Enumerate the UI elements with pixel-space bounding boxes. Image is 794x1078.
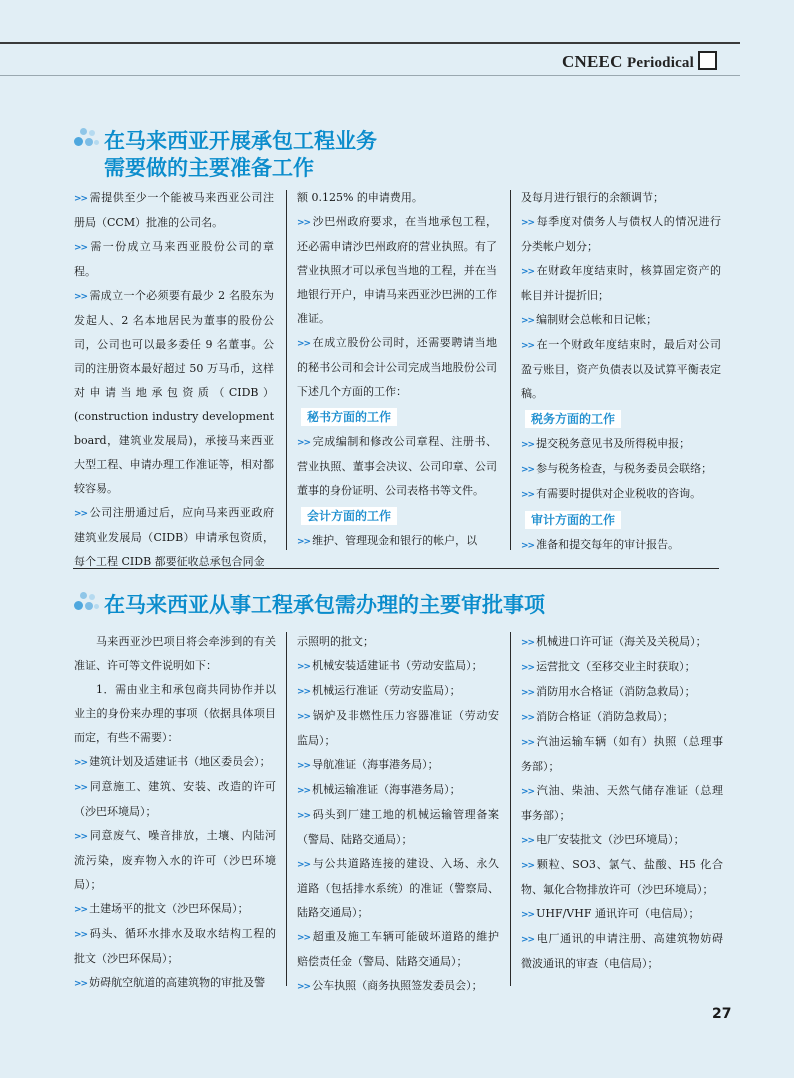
list-item — [297, 210, 497, 331]
double-arrow-icon: >> — [521, 267, 535, 277]
double-arrow-icon: >> — [521, 541, 535, 551]
item-text: 需一份成立马来西亚股份公司的章程。 — [74, 240, 274, 278]
item-text: 示照明的批文； — [297, 635, 374, 648]
item-text: 机械运输准证（海事港务局）； — [312, 783, 461, 796]
section2-title: 在马来西亚从事工程承包需办理的主要审批事项 — [104, 593, 545, 617]
item-text: 在成立股份公司时，还需要聘请当地的秘书公司和会计公司完成当地股份公司下述几个方面的工作： — [297, 336, 497, 398]
double-arrow-icon: >> — [74, 930, 88, 940]
double-arrow-icon: >> — [297, 662, 311, 672]
list-item — [297, 430, 497, 503]
item-text: 妨碍航空航道的高建筑物的审批及警 — [89, 976, 266, 989]
list-item — [297, 630, 499, 654]
double-arrow-icon: >> — [521, 935, 535, 945]
list-item — [297, 654, 499, 679]
periodical-brand — [562, 52, 694, 72]
item-text: 同意废气、噪音排放，土壤、内陆河流污染，废弃物入水的许可（沙巴环境局）； — [74, 829, 276, 891]
item-text: 导航准证（海事港务局）； — [312, 758, 439, 771]
subsection-heading: 会计方面的工作 — [301, 507, 397, 525]
item-text: 锅炉及非燃性压力容器准证（劳动安监局）； — [297, 709, 499, 747]
list-item — [297, 704, 499, 753]
item-text: 提交税务意见书及所得税申报； — [536, 437, 691, 450]
list-item — [74, 750, 276, 775]
double-arrow-icon: >> — [521, 440, 535, 450]
list-item — [74, 897, 276, 922]
double-arrow-icon: >> — [297, 537, 311, 547]
item-text: 机械安装适建证书（劳动安监局）； — [312, 659, 483, 672]
brand-periodical: Periodical — [627, 55, 694, 71]
item-text: 机械运行准证（劳动安监局）； — [312, 684, 461, 697]
item-text: 土建场平的批文（沙巴环保局）； — [89, 902, 249, 915]
double-arrow-icon: >> — [74, 509, 88, 519]
column-divider — [510, 190, 511, 550]
double-arrow-icon: >> — [74, 905, 88, 915]
column-divider — [510, 632, 511, 986]
item-text: 在财政年度结束时，核算固定资产的帐目并计提折旧； — [521, 264, 721, 302]
list-item — [74, 971, 276, 996]
item-text: 额 0.125% 的申请费用。 — [297, 191, 423, 204]
list-item — [297, 331, 497, 404]
brand-name: CNEEC — [562, 52, 623, 71]
list-item — [521, 730, 723, 779]
item-text: 每季度对债务人与债权人的情况进行分类帐户划分； — [521, 215, 721, 253]
list-item — [521, 210, 721, 259]
list-item — [521, 259, 721, 308]
list-item — [297, 974, 499, 999]
double-arrow-icon: >> — [521, 688, 535, 698]
double-arrow-icon: >> — [521, 465, 535, 475]
page-number: 27 — [712, 1006, 732, 1022]
double-arrow-icon: >> — [521, 316, 535, 326]
double-arrow-icon: >> — [521, 787, 535, 797]
list-item — [521, 432, 721, 457]
list-item — [521, 308, 721, 333]
item-text: 编制财会总帐和日记帐； — [536, 313, 658, 326]
item-text: UHF/VHF 通讯许可（电信局）； — [536, 907, 700, 920]
section2-column-2 — [297, 630, 499, 999]
item-text: 运营批文（至移交业主时获取）； — [536, 660, 696, 673]
double-arrow-icon: >> — [521, 218, 535, 228]
list-item — [521, 655, 723, 680]
double-arrow-icon: >> — [297, 811, 311, 821]
subsection-heading: 审计方面的工作 — [525, 511, 621, 529]
double-arrow-icon: >> — [297, 933, 311, 943]
list-item — [74, 235, 274, 284]
section1-column-3 — [521, 186, 721, 558]
list-item — [521, 630, 723, 655]
list-item — [74, 824, 276, 897]
section1-column-2 — [297, 186, 497, 554]
item-text: 汽油、柴油、天然气储存准证（总理事务部）； — [521, 784, 723, 822]
list-item — [74, 501, 274, 574]
list-item — [74, 775, 276, 824]
list-item — [521, 779, 723, 828]
section1-column-1 — [74, 186, 274, 574]
double-arrow-icon: >> — [521, 490, 535, 500]
double-arrow-icon: >> — [74, 832, 88, 842]
item-text: 超重及施工车辆可能破坏道路的維护赔偿责任金（警局、陆路交通局）； — [297, 930, 499, 968]
double-arrow-icon: >> — [297, 860, 311, 870]
item-text: 有需要时提供对企业税收的咨询。 — [536, 487, 702, 500]
double-arrow-icon: >> — [297, 687, 311, 697]
item-text: 码头、循环水排水及取水结构工程的批文（沙巴环保局）； — [74, 927, 276, 965]
list-item — [297, 753, 499, 778]
list-item — [521, 705, 723, 730]
paragraph: 1．需由业主和承包商共同协作并以业主的身份来办理的事项（依据具体项目而定，有些不需要）： — [74, 683, 276, 744]
double-arrow-icon: >> — [521, 663, 535, 673]
section2-column-1 — [74, 630, 276, 996]
dots-decoration-icon — [72, 592, 102, 616]
item-text: 码头到厂建工地的机械运输管理备案（警局、陆路交通局）； — [297, 808, 499, 846]
double-arrow-icon: >> — [521, 713, 535, 723]
double-arrow-icon: >> — [521, 341, 535, 351]
item-text: 建筑计划及适建证书（地区委员会）； — [89, 755, 271, 768]
item-text: 电厂安装批文（沙巴环境局）； — [536, 833, 685, 846]
list-item — [297, 529, 497, 554]
double-arrow-icon: >> — [521, 638, 535, 648]
list-item — [521, 457, 721, 482]
double-arrow-icon: >> — [521, 910, 535, 920]
section1-title — [104, 128, 377, 182]
item-text: 电厂通讯的申请注册、高建筑物妨碍微波通讯的审查（电信局）； — [521, 932, 723, 970]
double-arrow-icon: >> — [297, 786, 311, 796]
list-item — [74, 284, 274, 501]
list-item — [521, 482, 721, 507]
item-text: 颗粒、SO3、氯气、盐酸、H5 化合物、氟化合物排放许可（沙巴环境局）； — [521, 858, 723, 896]
list-item — [74, 922, 276, 971]
paragraph: 马来西亚沙巴项目将会牵涉到的有关准证、许可等文件说明如下： — [74, 635, 276, 672]
dots-decoration-icon — [72, 128, 102, 152]
item-text: 公司注册通过后，应向马来西亚政府建筑业发展局（CIDB）申请承包资质，每个工程 CIDB 都要征收总承包合同金 — [74, 506, 274, 568]
list-item — [521, 828, 723, 853]
item-text: 准备和提交每年的审计报告。 — [536, 538, 680, 551]
header-rule — [0, 42, 740, 44]
list-item — [521, 853, 723, 902]
list-item — [297, 186, 497, 210]
item-text: 参与税务检查，与税务委员会联络； — [536, 462, 713, 475]
double-arrow-icon: >> — [521, 738, 535, 748]
double-arrow-icon: >> — [297, 761, 311, 771]
subsection-heading: 税务方面的工作 — [525, 410, 621, 428]
item-text: 及每月进行银行的余额调节； — [521, 191, 664, 204]
item-text: 同意施工、建筑、安装、改造的许可（沙巴环境局）； — [74, 780, 276, 818]
item-text: 完成编制和修改公司章程、注册书、营业执照、董事会决议、公司印章、公司董事的身份证明、公司表格书等文件。 — [297, 435, 497, 497]
double-arrow-icon: >> — [297, 712, 311, 722]
list-item — [521, 186, 721, 210]
double-arrow-icon: >> — [74, 979, 88, 989]
list-item — [521, 902, 723, 927]
section1-title-line2: 需要做的主要准备工作 — [104, 156, 314, 180]
list-item — [521, 680, 723, 705]
list-item — [521, 533, 721, 558]
double-arrow-icon: >> — [297, 218, 311, 228]
item-text: 消防合格证（消防急救局）； — [536, 710, 674, 723]
item-text: 需成立一个必须要有最少 2 名股东为发起人、2 名本地居民为董事的股份公司，公司也可以最多委任 9 名董事。公司的注册资本最好超过 50 万马币，这样对申请当地承包资质（CIDB）(construction industry development board，建筑业发展局)，承接马来西亚大型工程、申请办理工作准证等，相对都较容易。 — [74, 289, 274, 495]
double-arrow-icon: >> — [74, 783, 88, 793]
item-text: 需提供至少一个能被马来西亚公司注册局（CCM）批准的公司名。 — [74, 191, 274, 229]
item-text: 与公共道路连接的建设、入场、永久道路（包括排水系统）的准证（警察局、陆路交通局）； — [297, 857, 499, 919]
section-separator — [73, 568, 719, 569]
double-arrow-icon: >> — [521, 861, 535, 871]
list-item — [297, 679, 499, 704]
list-item — [521, 333, 721, 406]
item-text: 机械进口许可证（海关及关税局）； — [536, 635, 707, 648]
header-subrule — [0, 75, 740, 76]
double-arrow-icon: >> — [521, 836, 535, 846]
double-arrow-icon: >> — [74, 292, 88, 302]
double-arrow-icon: >> — [297, 438, 311, 448]
list-item — [297, 778, 499, 803]
section1-title-line1: 在马来西亚开展承包工程业务 — [104, 129, 377, 153]
item-text: 汽油运输车辆（如有）执照（总理事务部）； — [521, 735, 723, 773]
double-arrow-icon: >> — [297, 982, 311, 992]
double-arrow-icon: >> — [74, 243, 88, 253]
column-divider — [286, 190, 287, 550]
double-arrow-icon: >> — [74, 194, 88, 204]
list-item — [521, 927, 723, 976]
column-divider — [286, 632, 287, 986]
item-text: 在一个财政年度结束时，最后对公司盈亏账目，资产负债表以及试算平衡表定稿。 — [521, 338, 721, 400]
subsection-heading: 秘书方面的工作 — [301, 408, 397, 426]
list-item — [297, 925, 499, 974]
item-text: 沙巴州政府要求，在当地承包工程，还必需申请沙巴州政府的营业执照。有了营业执照才可以承包当地的工程，并在当地银行开户，申请马来西亚沙巴洲的工作准证。 — [297, 215, 497, 325]
list-item — [297, 852, 499, 925]
double-arrow-icon: >> — [297, 339, 311, 349]
brand-square-icon — [698, 51, 717, 70]
section2-column-3 — [521, 630, 723, 976]
list-item — [74, 186, 274, 235]
double-arrow-icon: >> — [74, 758, 88, 768]
list-item — [297, 803, 499, 852]
item-text: 维护、管理现金和银行的帐户，以 — [312, 534, 478, 547]
item-text: 消防用水合格证（消防急救局）； — [536, 685, 696, 698]
item-text: 公车执照（商务执照签发委员会）； — [312, 979, 483, 992]
